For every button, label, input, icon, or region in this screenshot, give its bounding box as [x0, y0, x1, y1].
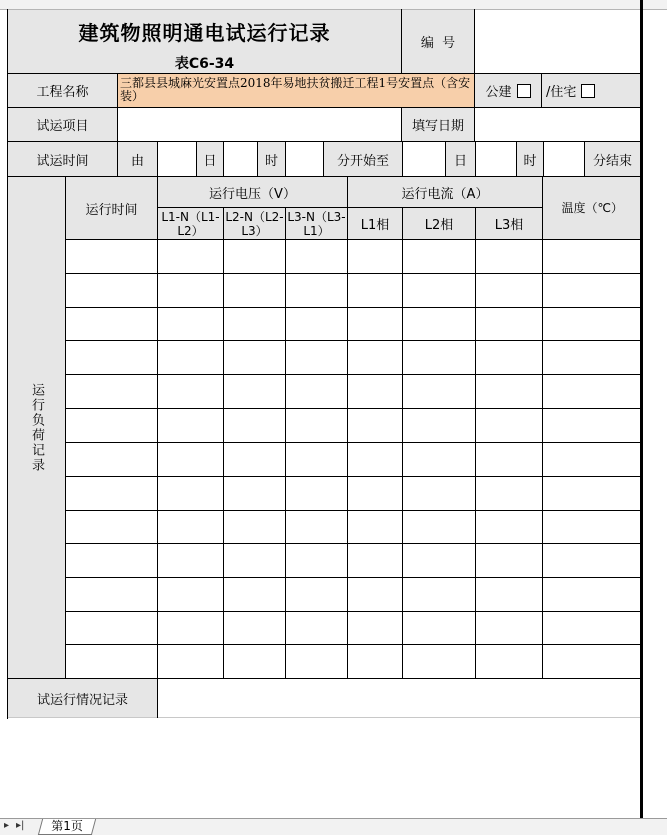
to-day-value[interactable]: [403, 142, 445, 176]
project-label-cell[interactable]: [8, 74, 117, 107]
form-code: 表C6-34: [174, 55, 235, 72]
gridline: [65, 176, 66, 679]
current-col-2[interactable]: [403, 208, 475, 239]
gridline: [445, 141, 446, 177]
current-label: 运行电流（A）: [401, 186, 489, 202]
public-checkbox-cell[interactable]: [475, 74, 541, 107]
temperature-header[interactable]: [543, 177, 640, 239]
page-break-line: [640, 0, 643, 818]
voltage-header[interactable]: [158, 177, 347, 207]
gridline: [7, 678, 641, 679]
start-label: 分开始至: [336, 153, 389, 169]
day2-cell[interactable]: [446, 142, 475, 176]
gridline: [257, 141, 258, 177]
gridline: [65, 476, 641, 477]
trial-time-label-cell[interactable]: [8, 142, 117, 176]
situation-value-cell[interactable]: [158, 679, 640, 717]
situation-label: 试运行情况记录: [36, 692, 128, 708]
trial-item-label-cell[interactable]: [8, 108, 117, 141]
gridline: [65, 340, 641, 341]
number-value-cell[interactable]: [475, 10, 640, 73]
gridline: [65, 408, 641, 409]
day2-label: 日: [453, 153, 467, 169]
current-col-1[interactable]: [348, 208, 402, 239]
gridline: [543, 141, 544, 177]
gridline: [65, 510, 641, 511]
from-day-value[interactable]: [158, 142, 196, 176]
gridline: [65, 239, 641, 240]
last-sheet-icon[interactable]: ▸|: [16, 820, 25, 831]
gridline: [117, 73, 118, 177]
gridline: [223, 207, 224, 679]
voltage-col-3[interactable]: [286, 208, 347, 239]
from-hour-value[interactable]: [224, 142, 257, 176]
end-cell[interactable]: [585, 142, 640, 176]
day-cell[interactable]: [197, 142, 223, 176]
gridline: [541, 73, 542, 108]
gridline: [7, 107, 641, 108]
gridline: [65, 543, 641, 544]
from-minute-value[interactable]: [286, 142, 323, 176]
hour-label: 时: [264, 153, 278, 169]
gridline: [65, 307, 641, 308]
public-label: 公建: [485, 85, 512, 100]
hour2-label: 时: [523, 153, 537, 169]
gridline: [7, 141, 641, 142]
gridline: [196, 141, 197, 177]
trial-time-label: 试运时间: [36, 153, 89, 169]
gridline: [402, 141, 403, 177]
voltage-col-2-label: L2-N（L2-L3）: [225, 209, 284, 238]
gridline: [475, 207, 476, 679]
gridline: [474, 73, 475, 142]
from-label: 由: [130, 153, 144, 169]
current-header[interactable]: [348, 177, 542, 207]
hour2-cell[interactable]: [517, 142, 543, 176]
gridline: [65, 374, 641, 375]
gridline: [542, 176, 543, 679]
fill-date-value-cell[interactable]: [475, 108, 640, 141]
voltage-col-2[interactable]: [224, 208, 285, 239]
gridline: [285, 141, 286, 177]
current-col-3-label: L3相: [494, 218, 524, 233]
gridline: [65, 577, 641, 578]
run-time-label: 运行时间: [85, 202, 138, 218]
current-col-2-label: L2相: [424, 218, 454, 233]
gridline: [323, 141, 324, 177]
day-label: 日: [203, 153, 217, 169]
column-header-strip: [0, 0, 667, 10]
current-col-1-label: L1相: [360, 218, 390, 233]
end-label: 分结束: [592, 153, 632, 169]
fill-date-label: 填写日期: [411, 119, 464, 134]
residential-label: /住宅: [546, 85, 577, 100]
prev-sheet-icon[interactable]: ▸: [4, 820, 10, 831]
trial-item-label: 试运项目: [36, 119, 89, 134]
gridline: [475, 141, 476, 177]
gridline: [285, 207, 286, 679]
voltage-col-3-label: L3-N（L3-L1）: [287, 209, 346, 238]
load-record-label: 运行负荷记录: [29, 382, 44, 473]
trial-item-value-cell[interactable]: [118, 108, 401, 141]
load-record-label-cell[interactable]: [8, 177, 65, 678]
to-hour-value[interactable]: [476, 142, 516, 176]
to-minute-value[interactable]: [544, 142, 584, 176]
gridline: [65, 273, 641, 274]
gridline: [474, 9, 475, 74]
residential-checkbox-cell[interactable]: [542, 74, 640, 107]
current-col-3[interactable]: [476, 208, 542, 239]
sheet-tab-1[interactable]: 第1页: [38, 819, 96, 835]
fill-date-label-cell[interactable]: [402, 108, 474, 141]
gridline: [7, 9, 8, 719]
number-label: 编 号: [420, 36, 456, 51]
situation-label-cell[interactable]: [8, 679, 157, 717]
temperature-label: 温度（℃）: [561, 201, 623, 215]
gridline: [65, 644, 641, 645]
gridline: [157, 141, 158, 177]
from-cell[interactable]: [118, 142, 157, 176]
sheet-tab-bar: [0, 818, 667, 835]
project-name-cell[interactable]: [118, 74, 474, 107]
voltage-col-1[interactable]: [158, 208, 223, 239]
voltage-label: 运行电压（V）: [209, 186, 296, 202]
gridline: [401, 107, 402, 142]
run-time-header[interactable]: [66, 177, 157, 239]
public-checkbox[interactable]: [517, 84, 531, 98]
gridline: [157, 176, 158, 718]
gridline: [402, 207, 403, 679]
number-label-cell[interactable]: [402, 10, 474, 73]
gridline: [516, 141, 517, 177]
gridline: [223, 141, 224, 177]
gridline: [65, 442, 641, 443]
voltage-col-1-label: L1-N（L1-L2）: [161, 209, 220, 238]
gridline: [584, 141, 585, 177]
project-label: 工程名称: [36, 85, 89, 100]
title-cell[interactable]: [8, 10, 401, 52]
project-name: 三都县县城麻光安置点2018年易地扶贫搬迁工程1号安置点（含安装）: [120, 76, 471, 103]
gridline: [347, 176, 348, 679]
gridline: [7, 717, 641, 718]
gridline: [401, 9, 402, 74]
residential-checkbox[interactable]: [581, 84, 595, 98]
gridline: [65, 611, 641, 612]
start-cell[interactable]: [324, 142, 402, 176]
hour-cell[interactable]: [258, 142, 285, 176]
gridline: [7, 73, 641, 74]
gridline: [7, 176, 641, 177]
gridline: [157, 207, 543, 208]
form-code-cell[interactable]: [8, 52, 401, 73]
form-title: 建筑物照明通电试运行记录: [78, 20, 331, 45]
